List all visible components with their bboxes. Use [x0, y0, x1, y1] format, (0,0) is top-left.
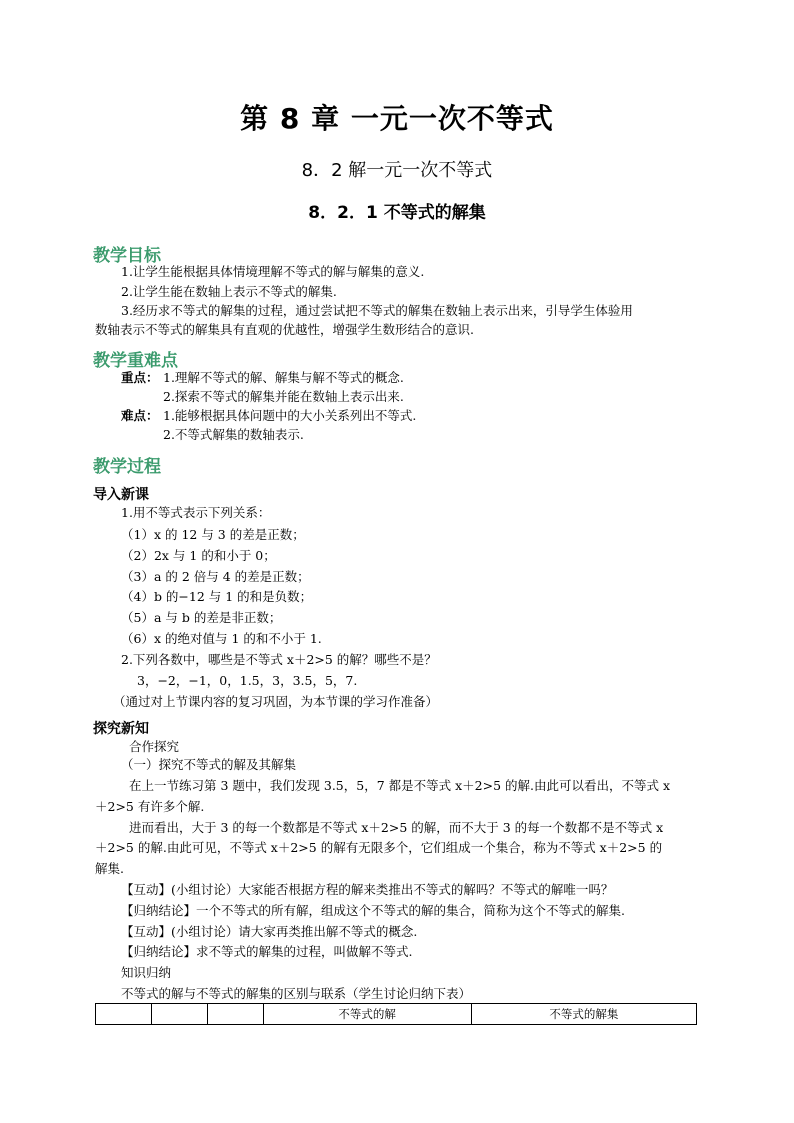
explore-line: ＋2>5 的解.由此可见，不等式 x＋2>5 的解有无限多个，它们组成一个集合，称为不等式 x＋2>5 的 — [95, 840, 663, 855]
table-header-solution-set: 不等式的解集 — [471, 1004, 696, 1025]
explore-line: 不等式的解与不等式的解集的区别与联系（学生讨论归纳下表） — [121, 986, 472, 1001]
process-heading: 教学过程 — [93, 457, 161, 477]
objectives-heading: 教学目标 — [93, 246, 161, 266]
explore-line: 【互动】(小组讨论）请大家再类推出解不等式的概念. — [121, 924, 418, 939]
intro-line: （5）a 与 b 的差是非正数； — [121, 610, 282, 625]
intro-line: （4）b 的−12 与 1 的和是负数； — [121, 589, 313, 604]
explore-line: 【归纳结论】一个不等式的所有解，组成这个不等式的解的集合，简称为这个不等式的解集. — [121, 903, 625, 918]
intro-line: （1）x 的 12 与 3 的差是正数； — [121, 527, 305, 542]
explore-line: （一）探究不等式的解及其解集 — [121, 757, 297, 772]
intro-heading: 导入新课 — [93, 487, 149, 503]
difficulty-label: 难点： — [121, 408, 159, 423]
intro-line: 3，−2，−1，0，1.5，3，3.5，5，7. — [137, 673, 358, 688]
comparison-table — [95, 1003, 697, 1025]
section-title: 8．2 解一元一次不等式 — [301, 160, 493, 181]
explore-line: 合作探究 — [129, 739, 180, 754]
objective-item: 3.经历求不等式的解集的过程，通过尝试把不等式的解集在数轴上表示出来，引导学生体验用 — [121, 303, 633, 318]
intro-line: 1.用不等式表示下列关系： — [121, 505, 271, 520]
subsection-title: 8．2．1 不等式的解集 — [308, 203, 486, 223]
explore-line: 知识归纳 — [121, 965, 172, 980]
intro-line: （3）a 的 2 倍与 4 的差是正数； — [121, 569, 310, 584]
intro-line: （2）2x 与 1 的和小于 0； — [121, 548, 276, 563]
focus-item: 1.理解不等式的解、解集与解不等式的概念. — [163, 370, 404, 385]
table-cell — [207, 1004, 263, 1025]
difficulty-item: 1.能够根据具体问题中的大小关系列出不等式. — [163, 408, 417, 423]
explore-line: 【归纳结论】求不等式的解集的过程，叫做解不等式. — [121, 944, 413, 959]
explore-line: 【互动】(小组讨论）大家能否根据方程的解来类推出不等式的解吗？不等式的解唯一吗？ — [121, 882, 614, 897]
table-cell — [96, 1004, 152, 1025]
explore-line: 在上一节练习第 3 题中，我们发现 3.5，5，7 都是不等式 x＋2>5 的解.由此可以看出，不等式 x — [129, 778, 671, 793]
focus-label: 重点： — [121, 370, 159, 385]
objective-item: 1.让学生能根据具体情境理解不等式的解与解集的意义. — [121, 264, 425, 279]
focus-item: 2.探索不等式的解集并能在数轴上表示出来. — [163, 389, 404, 404]
table-header-row — [96, 1004, 697, 1025]
chapter-title: 第 8 章 一元一次不等式 — [240, 102, 554, 135]
table-cell — [151, 1004, 207, 1025]
table-header-solution: 不等式的解 — [263, 1004, 471, 1025]
explore-heading: 探究新知 — [93, 721, 149, 737]
intro-line: （6）x 的绝对值与 1 的和不小于 1. — [121, 631, 322, 646]
key-points-heading: 教学重难点 — [93, 351, 178, 371]
difficulty-item: 2.不等式解集的数轴表示. — [163, 427, 304, 442]
explore-line: ＋2>5 有许多个解. — [95, 799, 205, 814]
intro-line: （通过对上节课内容的复习巩固，为本节课的学习作准备） — [113, 694, 439, 709]
objective-item: 数轴表示不等式的解集具有直观的优越性，增强学生数形结合的意识. — [95, 322, 474, 337]
explore-line: 进而看出，大于 3 的每一个数都是不等式 x＋2>5 的解，而不大于 3 的每一个数都不是不等式 x — [129, 820, 664, 835]
intro-line: 2.下列各数中，哪些是不等式 x＋2>5 的解？哪些不是？ — [121, 652, 437, 667]
objective-item: 2.让学生能在数轴上表示不等式的解集. — [121, 284, 337, 299]
explore-line: 解集. — [95, 861, 124, 876]
